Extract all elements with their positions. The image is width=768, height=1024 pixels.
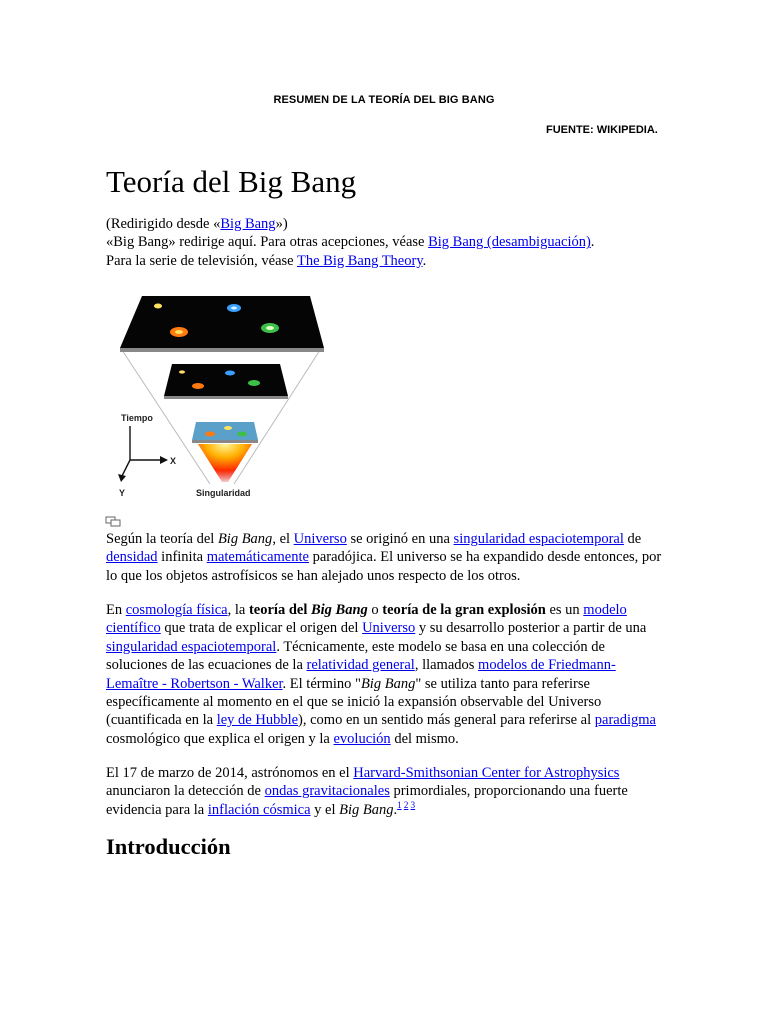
inflacion-cosmica-link[interactable]: inflación cósmica (207, 801, 311, 818)
paragraph-intro: Según la teoría del Big Bang, el Universo se originó en una singularidad espaciotemporal de densidad infinita matemáticamente paradójica. El universo se ha expandido desde entonces, por lo que los objetos astrofísicos se han alejado unos respecto de los otros. (106, 531, 662, 584)
redirect-notice: (Redirigido desde «Big Bang») «Big Bang» redirige aquí. Para otras acepciones, véase Big Bang (desambiguación). Para la serie de televisión, véase The Big Bang Theory. (106, 216, 595, 269)
enlarge-image-icon[interactable] (105, 516, 121, 527)
article-title: Teoría del Big Bang (106, 164, 357, 199)
relatividad-general-link[interactable]: relatividad general (306, 657, 415, 674)
singularidad-link[interactable]: singularidad espaciotemporal (453, 531, 624, 547)
matematicamente-link[interactable]: matemáticamente (206, 549, 309, 566)
disambiguation-link[interactable]: Big Bang (desambiguación) (428, 234, 591, 251)
cosmologia-fisica-link[interactable]: cosmología física (125, 602, 228, 618)
universo-link-2[interactable]: Universo (362, 620, 416, 637)
document-source-label: FUENTE: WIKIPEDIA. (546, 124, 658, 136)
harvard-smithsonian-link[interactable]: Harvard-Smithsonian Center for Astrophysics (353, 765, 620, 781)
y-axis-label: Y (119, 488, 126, 498)
reference-3-link[interactable]: 3 (410, 799, 416, 810)
singularidad-link-2[interactable]: singularidad espaciotemporal (106, 638, 277, 655)
ley-de-hubble-link[interactable]: ley de Hubble (216, 712, 299, 729)
singularity-glow (198, 444, 252, 482)
section-heading-introduccion: Introducción (106, 834, 231, 859)
singularity-label: Singularidad (196, 488, 251, 498)
evolucion-link[interactable]: evolución (333, 730, 391, 747)
universe-slice-medium (164, 364, 288, 399)
universo-link[interactable]: Universo (293, 531, 347, 547)
big-bang-expansion-diagram (112, 290, 332, 505)
flrw-models-link[interactable]: modelos de Friedmann-Lemaître - Robertson - Walker (106, 657, 616, 692)
densidad-link[interactable]: densidad (106, 549, 158, 566)
tv-series-link[interactable]: The Big Bang Theory (296, 252, 423, 269)
axes (118, 426, 168, 482)
paragraph-gravitational-waves: El 17 de marzo de 2014, astrónomos en el Harvard-Smithsonian Center for Astrophysics anunciaron la detección de ondas gravitacionales primordiales, proporcionando una fuerte evidencia para la inflación cósmica y el Big Bang.$^{1 2 3}$ (106, 765, 628, 818)
universe-slice-large (120, 296, 324, 352)
reference-2-link[interactable]: 2 (403, 799, 409, 810)
time-axis-label: Tiempo (121, 413, 153, 423)
modelo-cientifico-link[interactable]: modelo científico (106, 602, 627, 637)
x-axis-label: X (170, 456, 177, 466)
ondas-gravitacionales-link[interactable]: ondas gravitacionales (264, 783, 390, 800)
paradigma-link[interactable]: paradigma (594, 712, 656, 729)
universe-slice-small (192, 422, 258, 443)
reference-1-link[interactable]: 1 (397, 799, 402, 810)
big-bang-link[interactable]: Big Bang (220, 216, 276, 232)
paragraph-definition: En cosmología física, la teoría del Big Bang o teoría de la gran explosión es un modelo científico que trata de explicar el origen del Universo y su desarrollo posterior a partir de una singularidad espaciotemporal. Técnicamente, este modelo se basa en una colección de soluciones de las ecuaciones de la relatividad general, llamados modelos de Friedmann-Lemaître - Robertson - Walker. El término "Big Bang" se utiliza tanto para referirse específicamente al momento en el que se inició la expansión observable del Universo (cuantificada en la ley de Hubble), como en un sentido más general para referirse al paradigma cosmológico que explica el origen y la evolución del mismo. (106, 602, 656, 747)
document-header-title: RESUMEN DE LA TEORÍA DEL BIG BANG (273, 94, 495, 106)
